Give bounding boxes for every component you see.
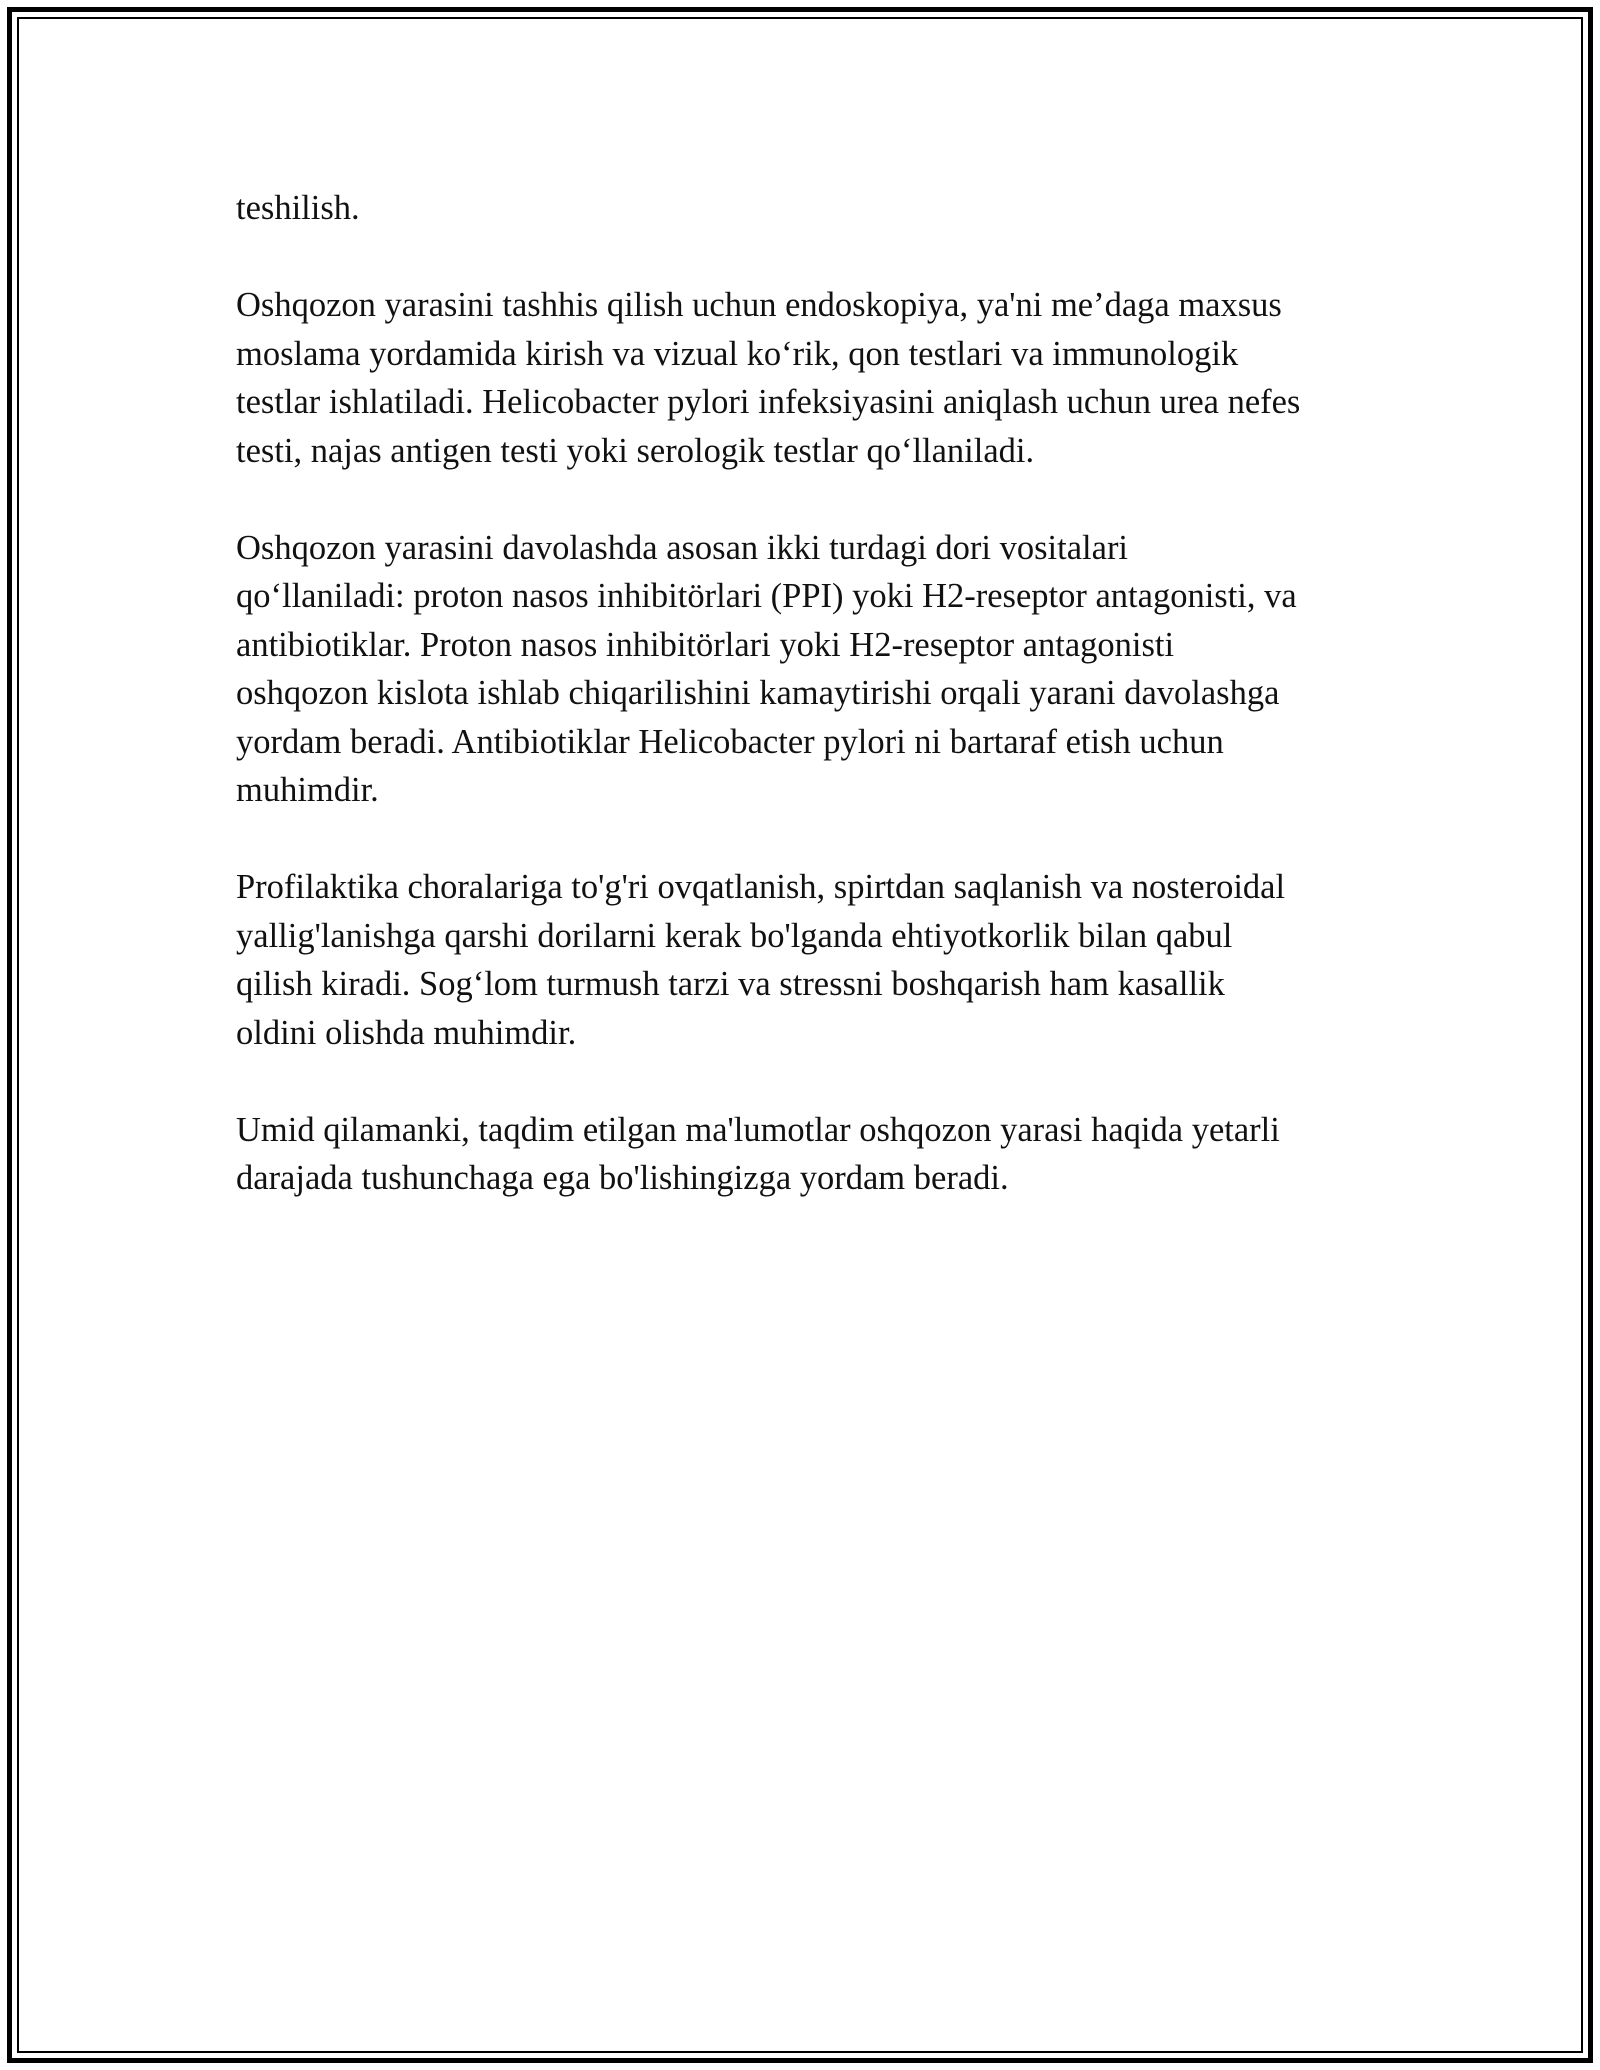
document-body bbox=[236, 184, 1386, 1251]
text-line: muhimdir. bbox=[236, 771, 379, 809]
paragraph-closing bbox=[236, 1106, 1386, 1203]
text-line: darajada tushunchaga ega bo'lishingizga yordam beradi. bbox=[236, 1159, 1009, 1197]
text-line: oldini olishda muhimdir. bbox=[236, 1013, 577, 1052]
text-line: teshilish. bbox=[236, 189, 360, 227]
text-line: moslama yordamida kirish va vizual ko‘rik, qon testlari va immunologik bbox=[236, 334, 1239, 373]
text-line: qilish kiradi. Sog‘lom turmush tarzi va stressni boshqarish ham kasallik bbox=[236, 965, 1225, 1003]
paragraph-treatment bbox=[236, 524, 1386, 815]
text-line: Umid qilamanki, taqdim etilgan ma'lumotlar oshqozon yarasi haqida yetarli bbox=[236, 1110, 1280, 1149]
text-line: qo‘llaniladi: proton nasos inhibitörlari (PPI) yoki H2-reseptor antagonisti, va bbox=[236, 577, 1297, 615]
text-line: testlar ishlatiladi. Helicobacter pylori infeksiyasini aniqlash uchun urea nefes bbox=[236, 383, 1301, 421]
text-line: oshqozon kislota ishlab chiqarilishini kamaytirishi orqali yarani davolashga bbox=[236, 674, 1280, 712]
paragraph-prevention bbox=[236, 863, 1386, 1057]
paragraph-diagnosis bbox=[236, 281, 1386, 475]
text-line: testi, najas antigen testi yoki serologik testlar qo‘llaniladi. bbox=[236, 431, 1035, 470]
text-line: Oshqozon yarasini davolashda asosan ikki turdagi dori vositalari bbox=[236, 528, 1129, 567]
text-line: yallig'lanishga qarshi dorilarni kerak bo'lganda ehtiyotkorlik bilan qabul bbox=[236, 916, 1233, 955]
text-line: Profilaktika choralariga to'g'ri ovqatlanish, spirtdan saqlanish va nosteroidal bbox=[236, 868, 1286, 906]
text-line: antibiotiklar. Proton nasos inhibitörlari yoki H2-reseptor antagonisti bbox=[236, 625, 1175, 664]
text-line: Oshqozon yarasini tashhis qilish uchun endoskopiya, ya'ni me’daga maxsus bbox=[236, 286, 1282, 324]
text-line: yordam beradi. Antibiotiklar Helicobacter pylori ni bartaraf etish uchun bbox=[236, 722, 1224, 761]
paragraph-continuation bbox=[236, 184, 1386, 233]
